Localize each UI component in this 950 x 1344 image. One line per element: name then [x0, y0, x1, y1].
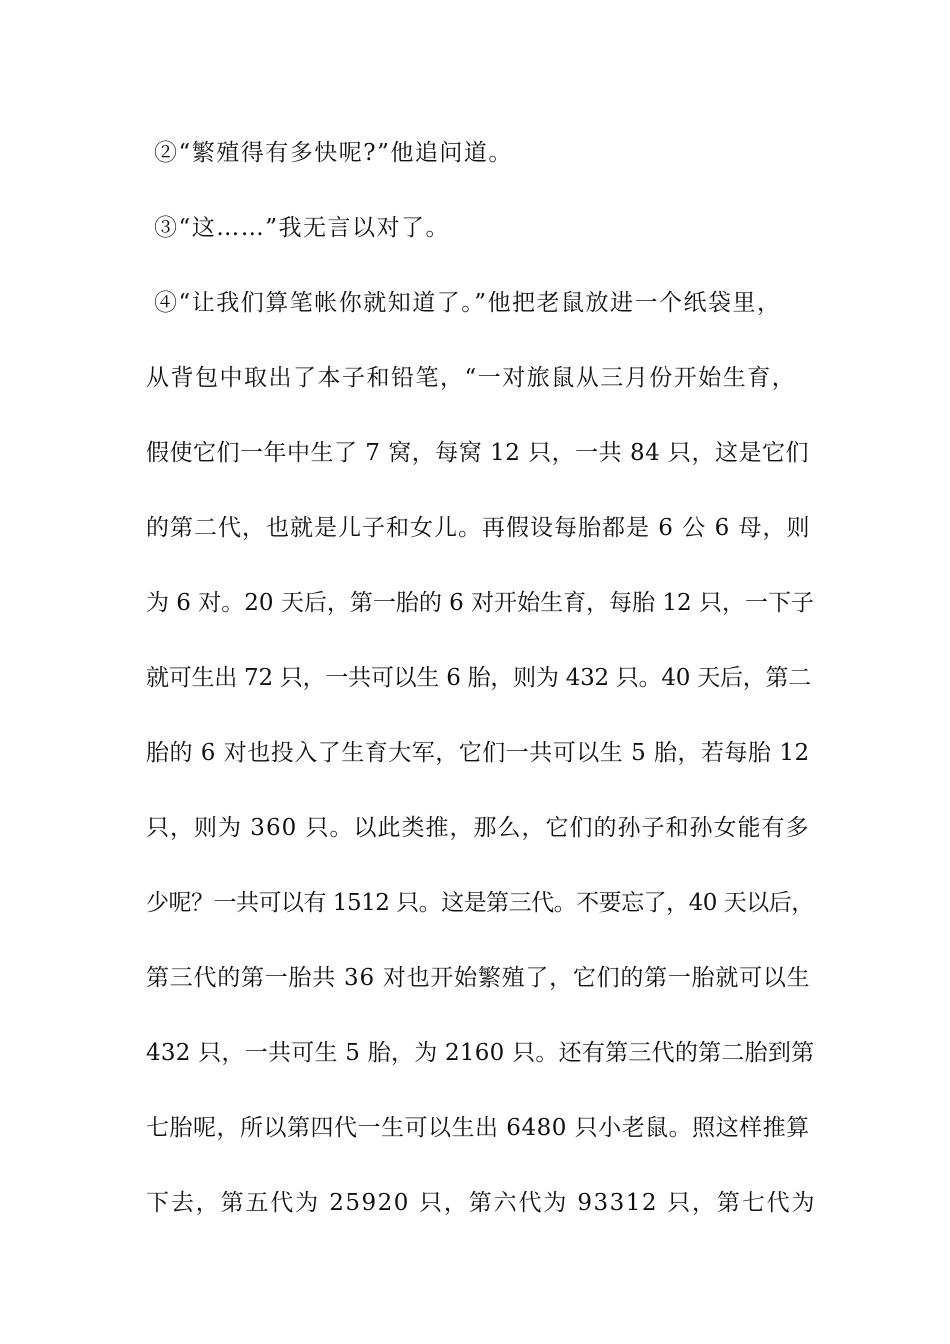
paragraph-line: ②“繁殖得有多快呢?”他追问道。	[154, 140, 513, 166]
paragraph-line: 七胎呢，所以第四代一生可以生出 6480 只小老鼠。照这样推算	[146, 1115, 810, 1141]
paragraph-line: 下去，第五代为 25920 只，第六代为 93312 只，第七代为	[146, 1190, 816, 1216]
paragraph-line: 第三代的第一胎共 36 对也开始繁殖了，它们的第一胎就可以生	[146, 965, 811, 991]
paragraph-line: 432 只，一共可生 5 胎，为 2160 只。还有第三代的第二胎到第	[146, 1040, 815, 1066]
paragraph-line: 就可生出 72 只，一共可以生 6 胎，则为 432 只。40 天后，第二	[146, 665, 811, 691]
paragraph-line: 胎的 6 对也投入了生育大军，它们一共可以生 5 胎，若每胎 12	[146, 740, 810, 766]
paragraph-line: 为 6 对。20 天后，第一胎的 6 对开始生育，每胎 12 只，一下子	[146, 590, 814, 616]
paragraph-line: 只，则为 360 只。以此类推，那么，它们的孙子和孙女能有多	[146, 815, 810, 841]
paragraph-line: ④“让我们算笔帐你就知道了。”他把老鼠放进一个纸袋里，	[154, 290, 782, 316]
paragraph-line: 少呢？一共可以有 1512 只。这是第三代。不要忘了，40 天以后，	[146, 890, 814, 916]
paragraph-line: ③“这……”我无言以对了。	[154, 215, 451, 241]
paragraph-line: 从背包中取出了本子和铅笔，“一对旅鼠从三月份开始生育，	[146, 365, 797, 391]
paragraph-line: 的第二代，也就是儿子和女儿。再假设每胎都是 6 公 6 母，则	[146, 515, 811, 541]
paragraph-line: 假使它们一年中生了 7 窝，每窝 12 只，一共 84 只，这是它们	[146, 440, 810, 466]
